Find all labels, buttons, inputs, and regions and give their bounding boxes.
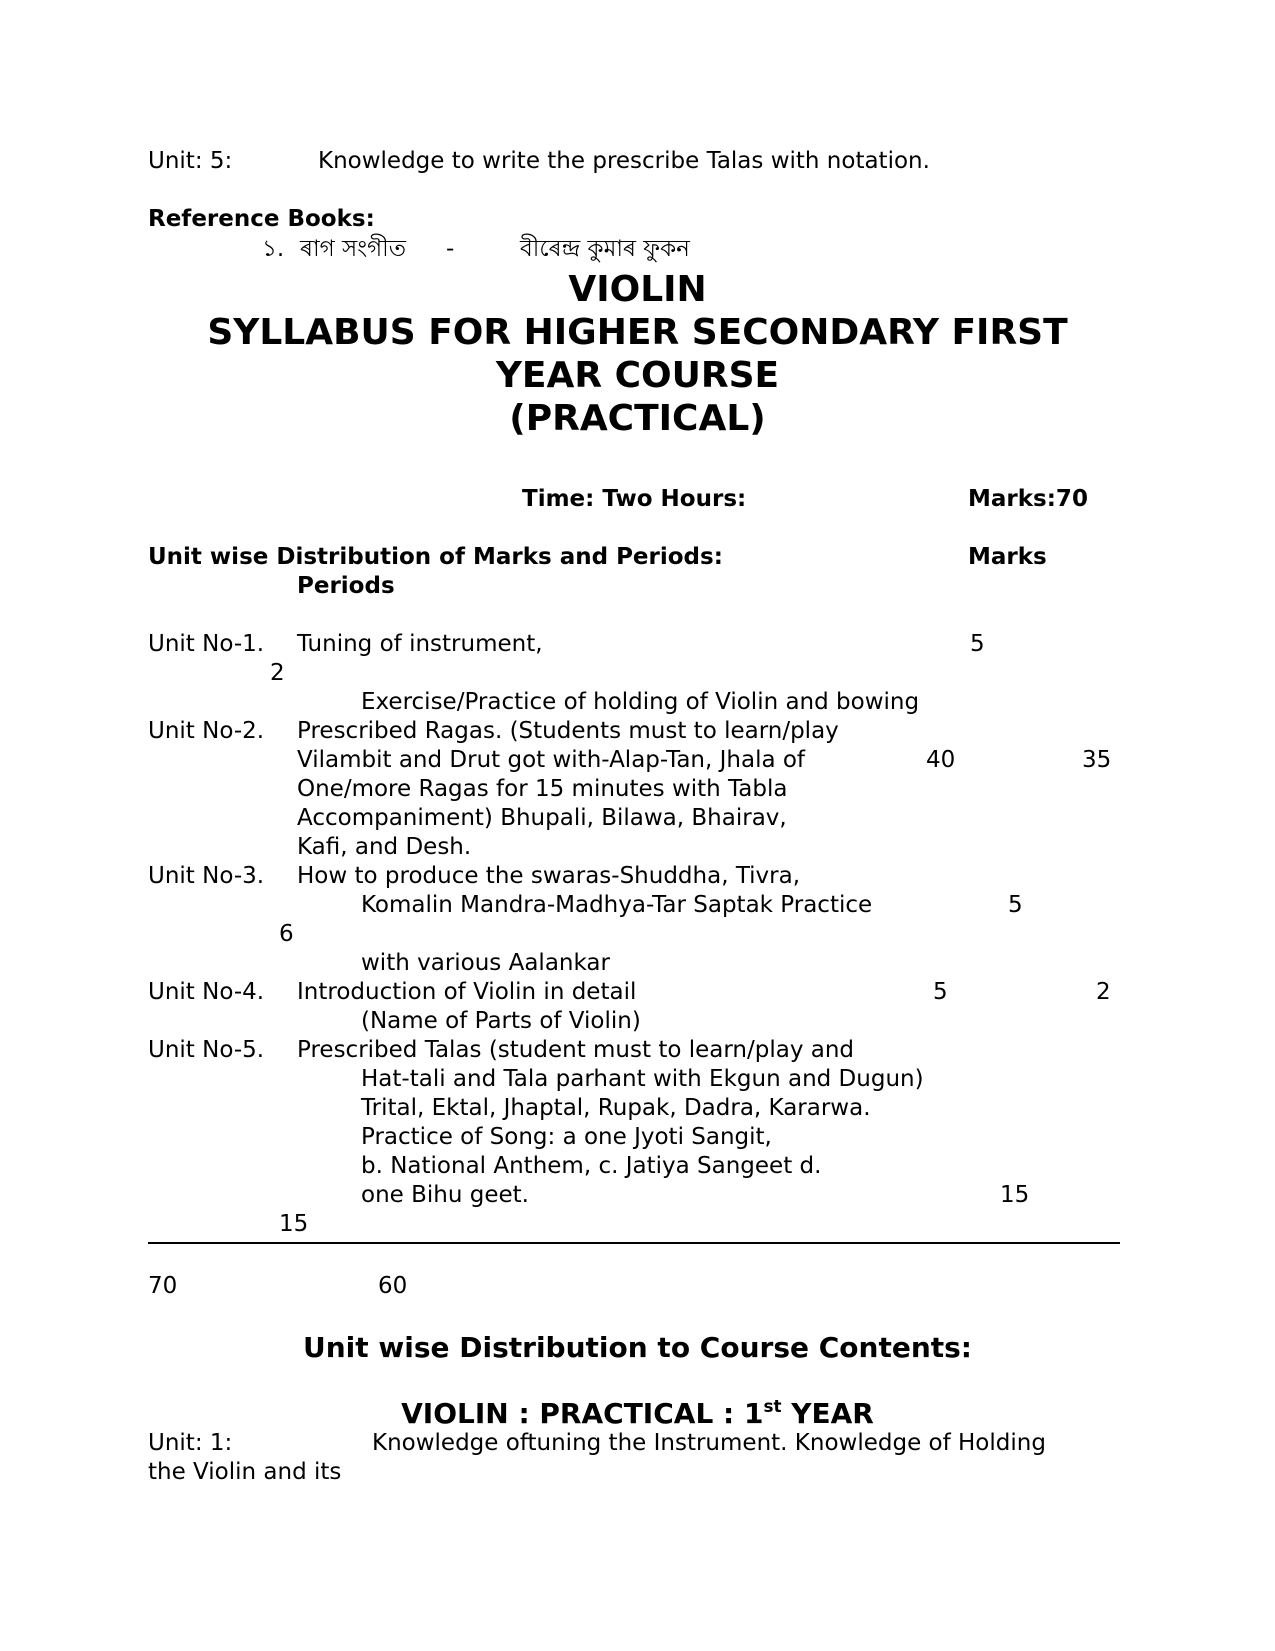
reference-book-title: ৰাগ সংগীত [300, 236, 407, 262]
unit-5-line-1: Prescribed Talas (student must to learn/play and [297, 1037, 855, 1063]
course-unit-1-line-2: the Violin and its [148, 1459, 342, 1485]
unit-2-periods: 35 [1082, 747, 1112, 773]
unit-1-line-2: Exercise/Practice of holding of Violin and bowing [361, 689, 920, 715]
periods-column-heading: Periods [297, 573, 395, 599]
unit-3-line-1: How to produce the swaras-Shuddha, Tivra, [297, 863, 801, 889]
unit-5-line-6: one Bihu geet. [361, 1182, 529, 1208]
unit-4-marks: 5 [933, 979, 948, 1005]
total-periods: 60 [378, 1273, 408, 1299]
title-line-4: (PRACTICAL) [509, 398, 766, 439]
unit-3-periods: 6 [279, 921, 294, 947]
course-contents-heading: Unit wise Distribution to Course Contents: [302, 1331, 973, 1364]
unit-4-label: Unit No-4. [148, 979, 265, 1005]
unit-5-line-2: Hat-tali and Tala parhant with Ekgun and Dugun) [361, 1066, 924, 1092]
unit-3-line-3: with various Aalankar [361, 950, 610, 976]
reference-item-number: ১. [262, 236, 285, 262]
unit-3-label: Unit No-3. [148, 863, 265, 889]
unit-5-marks: 15 [1000, 1182, 1030, 1208]
distribution-heading: Unit wise Distribution of Marks and Periods: [148, 544, 723, 570]
subheading-superscript: st [763, 1396, 782, 1417]
unit-2-marks: 40 [926, 747, 956, 773]
unit-1-marks: 5 [970, 631, 985, 657]
subheading-main: VIOLIN : PRACTICAL : 1 [401, 1397, 764, 1430]
unit-2-line-3: One/more Ragas for 15 minutes with Tabla [297, 776, 788, 802]
unit-5-line-4: Practice of Song: a one Jyoti Sangit, [361, 1124, 772, 1150]
exam-marks: Marks:70 [968, 486, 1088, 512]
totals-divider [148, 1242, 1120, 1244]
unit-3-marks: 5 [1008, 892, 1023, 918]
title-line-3: YEAR COURSE [495, 355, 780, 396]
reference-dash: - [446, 236, 455, 262]
unit-5-label: Unit No-5. [148, 1037, 265, 1063]
unit-4-line-2: (Name of Parts of Violin) [361, 1008, 641, 1034]
unit-1-line-1: Tuning of instrument, [297, 631, 543, 657]
unit-4-line-1: Introduction of Violin in detail [297, 979, 637, 1005]
unit-1-label: Unit No-1. [148, 631, 265, 657]
reference-heading: Reference Books: [148, 206, 375, 232]
unit-4-periods: 2 [1096, 979, 1111, 1005]
course-contents-subheading [0, 1396, 1275, 1430]
unit-2-label: Unit No-2. [148, 718, 265, 744]
unit5-text: Knowledge to write the prescribe Talas with notation. [318, 148, 930, 174]
unit-5-line-3: Trital, Ektal, Jhaptal, Rupak, Dadra, Kararwa. [361, 1095, 871, 1121]
title-line-1: VIOLIN [568, 269, 707, 310]
course-unit-1-line-1: Knowledge oftuning the Instrument. Knowledge of Holding [372, 1430, 1046, 1456]
title-line-2: SYLLABUS FOR HIGHER SECONDARY FIRST [207, 312, 1068, 353]
unit-3-line-2: Komalin Mandra-Madhya-Tar Saptak Practice [361, 892, 873, 918]
unit-2-line-1: Prescribed Ragas. (Students must to learn/play [297, 718, 839, 744]
unit-2-line-2: Vilambit and Drut got with-Alap-Tan, Jhala of [297, 747, 806, 773]
unit5-label: Unit: 5: [148, 148, 233, 174]
marks-column-heading: Marks [968, 544, 1047, 570]
unit-5-line-5: b. National Anthem, c. Jatiya Sangeet d. [361, 1153, 822, 1179]
unit-1-periods: 2 [270, 660, 285, 686]
reference-author: বীৰেন্দ্ৰ কুমাৰ ফুকন [520, 236, 690, 262]
course-unit-1-label: Unit: 1: [148, 1430, 233, 1456]
unit-2-line-5: Kafi, and Desh. [297, 834, 472, 860]
subheading-end: YEAR [781, 1397, 874, 1430]
exam-time: Time: Two Hours: [522, 486, 747, 512]
unit-5-periods: 15 [279, 1211, 309, 1237]
total-marks: 70 [148, 1273, 178, 1299]
unit-2-line-4: Accompaniment) Bhupali, Bilawa, Bhairav, [297, 805, 787, 831]
